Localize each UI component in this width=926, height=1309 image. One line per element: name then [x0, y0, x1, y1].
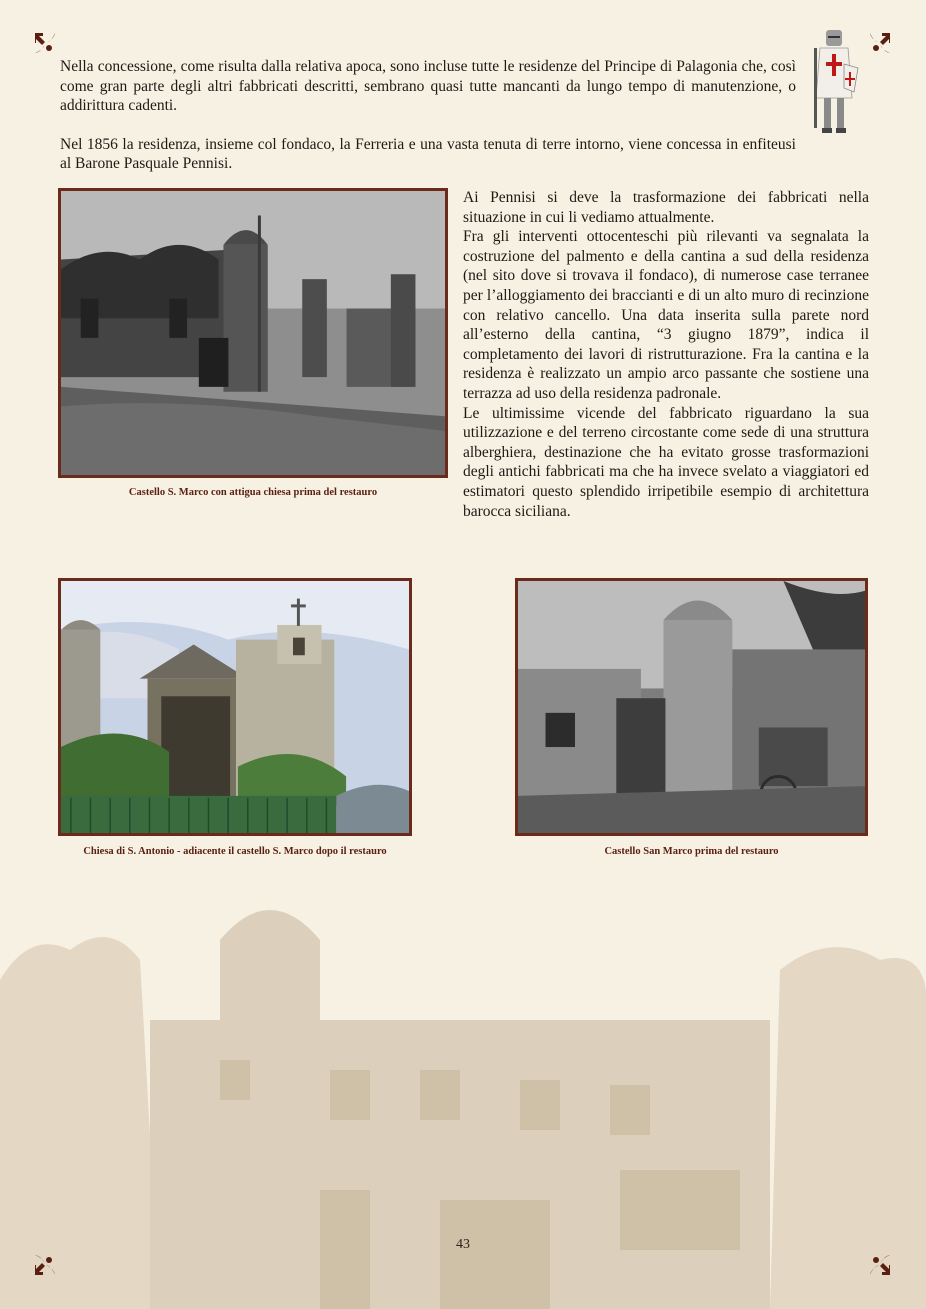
- church-photo-after: [58, 578, 412, 836]
- photo-caption: Castello S. Marco con attigua chiesa prima del restauro: [128, 487, 378, 498]
- body-paragraph: Fra gli interventi ottocenteschi più rilevanti va segnalata la costruzione del palmento e della cantina a sud della residenza (nel sito dove si trovava il fondaco), di numerose case terranee per l’alloggiamento dei braccianti e di un alto muro di recinzione con relativo cancello. Una data inserita sulla parete nord all’esterno della cantina, “3 giugno 1879”, indica il completamento dei lavori di ristrutturazione. Fra la cantina e la residenza è realizzato un ampio arco passante che sostiene una terrazza ad uso della residenza padronale.: [463, 228, 869, 402]
- fleur-ornament-icon: [867, 1252, 893, 1278]
- castle-photo-before: [58, 188, 448, 478]
- templar-knight-icon: [806, 28, 862, 138]
- intro-paragraph: Nella concessione, come risulta dalla relativa apoca, sono incluse tutte le residenze del Principe di Palagonia che, così come gran parte degli altri fabbricati descritti, sembrano quasi tutte mancanti da lungo tempo di manutenzione, o addirittura cadenti.: [60, 58, 796, 115]
- castle-photo-archive: [515, 578, 868, 836]
- fleur-ornament-icon: [32, 1252, 58, 1278]
- body-text: [463, 188, 869, 521]
- page-number: 43: [456, 1237, 470, 1252]
- photo-caption: Castello San Marco prima del restauro: [604, 846, 779, 857]
- photo-caption: Chiesa di S. Antonio - adiacente il castello S. Marco dopo il restauro: [83, 846, 387, 857]
- body-paragraph: Le ultimissime vicende del fabbricato riguardano la sua utilizzazione e del terreno circostante come sede di una struttura alberghiera, destinazione che ha evitato grosse trasformazioni degli antichi fabbricati ma che ha invece svelato a viaggiatori ed estimatori questo splendido irripetibile esempio di architettura barocca siciliana.: [463, 404, 869, 520]
- fleur-ornament-icon: [32, 30, 58, 56]
- intro-text: [60, 57, 796, 174]
- body-paragraph: Ai Pennisi si deve la trasformazione dei fabbricati nella situazione in cui li vediamo attualmente.: [463, 189, 869, 226]
- fleur-ornament-icon: [867, 30, 893, 56]
- intro-paragraph: Nel 1856 la residenza, insieme col fondaco, la Ferreria e una vasta tenuta di terre intorno, viene concessa in enfiteusi al Barone Pasquale Pennisi.: [60, 135, 796, 173]
